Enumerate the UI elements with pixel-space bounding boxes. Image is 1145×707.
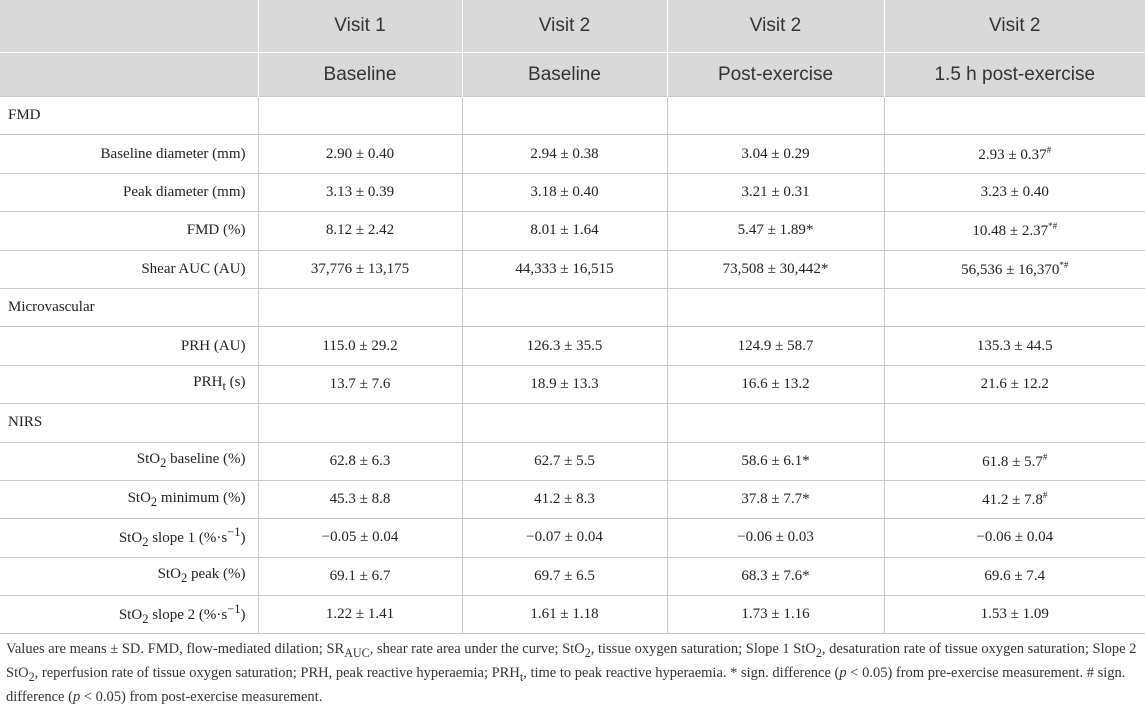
value-cell: 1.53 ± 1.09 bbox=[884, 596, 1145, 634]
value-cell: 44,333 ± 16,515 bbox=[462, 250, 667, 288]
header-visit: Visit 2 bbox=[462, 0, 667, 53]
empty-cell bbox=[258, 97, 462, 135]
row-label: StO$_2$ baseline (%) bbox=[0, 442, 258, 480]
value-cell: 73,508 ± 30,442* bbox=[667, 250, 884, 288]
header-visit: Visit 2 bbox=[884, 0, 1145, 53]
table-footnote: Values are means ± SD. FMD, flow-mediated dilation; $SR_{AUC}$, shear rate area under the curve; StO$_2$, tissue oxygen saturation; Slope 1 StO$_2$, desaturation rate of tissue oxygen saturation; Slope 2 StO$_2$, reperfusion rate of tissue oxygen saturation; PRH, peak reactive hyperaemia; $PRH_t$, time to peak reactive hyperaemia. * sign. difference (p < 0.05) from pre-exercise measurement. # sign. difference (p < 0.05) from post-exercise measurement. bbox=[6, 641, 1137, 706]
value-cell: 8.01 ± 1.64 bbox=[462, 212, 667, 250]
row-label: $PRH_t$ (s) bbox=[0, 365, 258, 403]
value-cell: 58.6 ± 6.1* bbox=[667, 442, 884, 480]
value-cell: 13.7 ± 7.6 bbox=[258, 365, 462, 403]
value-cell: 16.6 ± 13.2 bbox=[667, 365, 884, 403]
value-cell: 2.90 ± 0.40 bbox=[258, 135, 462, 173]
empty-cell bbox=[667, 97, 884, 135]
row-label: FMD (%) bbox=[0, 212, 258, 250]
table-row bbox=[0, 212, 1145, 250]
value-cell: 3.04 ± 0.29 bbox=[667, 135, 884, 173]
table-row bbox=[0, 327, 1145, 365]
value-cell: −0.06 ± 0.04 bbox=[884, 519, 1145, 557]
value-cell: −0.05 ± 0.04 bbox=[258, 519, 462, 557]
value-cell: 10.48 ± 2.37*# bbox=[884, 212, 1145, 250]
value-cell: 2.93 ± 0.37# bbox=[884, 135, 1145, 173]
value-cell: 5.47 ± 1.89* bbox=[667, 212, 884, 250]
empty-cell bbox=[462, 97, 667, 135]
empty-cell bbox=[258, 404, 462, 442]
table-header bbox=[0, 0, 1145, 97]
row-label: StO$_2$ slope 1 $(\%\cdot s^{-1})$ bbox=[0, 519, 258, 557]
empty-cell bbox=[462, 288, 667, 326]
value-cell: 69.7 ± 6.5 bbox=[462, 557, 667, 595]
empty-cell bbox=[667, 288, 884, 326]
value-cell: −0.06 ± 0.03 bbox=[667, 519, 884, 557]
value-cell: 56,536 ± 16,370*# bbox=[884, 250, 1145, 288]
table-row bbox=[0, 442, 1145, 480]
empty-cell bbox=[884, 288, 1145, 326]
value-cell: −0.07 ± 0.04 bbox=[462, 519, 667, 557]
value-cell: 8.12 ± 2.42 bbox=[258, 212, 462, 250]
value-cell: 62.7 ± 5.5 bbox=[462, 442, 667, 480]
table-row bbox=[0, 365, 1145, 403]
value-cell: 124.9 ± 58.7 bbox=[667, 327, 884, 365]
value-cell: 115.0 ± 29.2 bbox=[258, 327, 462, 365]
value-cell: 3.23 ± 0.40 bbox=[884, 173, 1145, 211]
value-cell: 61.8 ± 5.7# bbox=[884, 442, 1145, 480]
value-cell: 1.22 ± 1.41 bbox=[258, 596, 462, 634]
section-row bbox=[0, 288, 1145, 326]
header-condition: Baseline bbox=[258, 53, 462, 97]
value-cell: 3.21 ± 0.31 bbox=[667, 173, 884, 211]
row-label: Peak diameter (mm) bbox=[0, 173, 258, 211]
value-cell: 18.9 ± 13.3 bbox=[462, 365, 667, 403]
row-label: PRH (AU) bbox=[0, 327, 258, 365]
header-corner bbox=[0, 0, 258, 53]
value-cell: 68.3 ± 7.6* bbox=[667, 557, 884, 595]
value-cell: 69.6 ± 7.4 bbox=[884, 557, 1145, 595]
table-body bbox=[0, 97, 1145, 634]
value-cell: 21.6 ± 12.2 bbox=[884, 365, 1145, 403]
header-visit: Visit 2 bbox=[667, 0, 884, 53]
row-label: Shear AUC (AU) bbox=[0, 250, 258, 288]
table-row bbox=[0, 250, 1145, 288]
value-cell: 1.61 ± 1.18 bbox=[462, 596, 667, 634]
table-row bbox=[0, 480, 1145, 518]
value-cell: 135.3 ± 44.5 bbox=[884, 327, 1145, 365]
value-cell: 62.8 ± 6.3 bbox=[258, 442, 462, 480]
header-corner bbox=[0, 53, 258, 97]
section-label: FMD bbox=[0, 97, 258, 135]
value-cell: 3.18 ± 0.40 bbox=[462, 173, 667, 211]
table-row bbox=[0, 135, 1145, 173]
table-row bbox=[0, 596, 1145, 634]
header-row-conditions bbox=[0, 53, 1145, 97]
value-cell: 45.3 ± 8.8 bbox=[258, 480, 462, 518]
header-condition: Baseline bbox=[462, 53, 667, 97]
row-label: StO$_2$ minimum (%) bbox=[0, 480, 258, 518]
row-label: StO$_2$ slope 2 $(\%\cdot s^{-1})$ bbox=[0, 596, 258, 634]
empty-cell bbox=[258, 288, 462, 326]
table-row bbox=[0, 173, 1145, 211]
section-row bbox=[0, 404, 1145, 442]
row-label: Baseline diameter (mm) bbox=[0, 135, 258, 173]
value-cell: 37.8 ± 7.7* bbox=[667, 480, 884, 518]
value-cell: 37,776 ± 13,175 bbox=[258, 250, 462, 288]
section-label: NIRS bbox=[0, 404, 258, 442]
header-condition: 1.5 h post-exercise bbox=[884, 53, 1145, 97]
section-label: Microvascular bbox=[0, 288, 258, 326]
header-condition: Post-exercise bbox=[667, 53, 884, 97]
value-cell: 41.2 ± 7.8# bbox=[884, 480, 1145, 518]
value-cell: 41.2 ± 8.3 bbox=[462, 480, 667, 518]
row-label: StO$_2$ peak (%) bbox=[0, 557, 258, 595]
value-cell: 126.3 ± 35.5 bbox=[462, 327, 667, 365]
value-cell: 2.94 ± 0.38 bbox=[462, 135, 667, 173]
section-row bbox=[0, 97, 1145, 135]
empty-cell bbox=[667, 404, 884, 442]
value-cell: 69.1 ± 6.7 bbox=[258, 557, 462, 595]
table-row bbox=[0, 519, 1145, 557]
table-row bbox=[0, 557, 1145, 595]
empty-cell bbox=[884, 97, 1145, 135]
header-visit: Visit 1 bbox=[258, 0, 462, 53]
value-cell: 3.13 ± 0.39 bbox=[258, 173, 462, 211]
value-cell: 1.73 ± 1.16 bbox=[667, 596, 884, 634]
header-row-visits bbox=[0, 0, 1145, 53]
empty-cell bbox=[884, 404, 1145, 442]
empty-cell bbox=[462, 404, 667, 442]
